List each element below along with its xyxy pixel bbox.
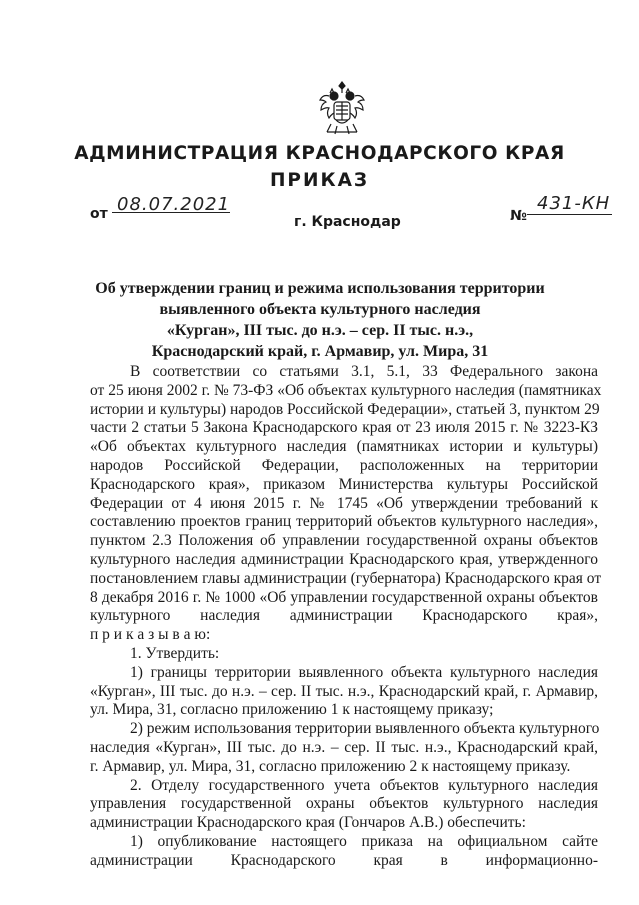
body-line: культурного наследия администрации Краснодарского края»,	[90, 607, 598, 625]
body-line: 2. Отделу государственного учета объектов культурного наследия	[130, 776, 598, 794]
number-underline	[527, 214, 612, 215]
body-line: части 2 статьи 5 Закона Краснодарского края от 23 июля 2015 г. № 3223-КЗ	[90, 419, 598, 437]
body-line: культурного наследия администрации Краснодарского края, утвержденного	[90, 550, 598, 568]
date-label: от	[90, 206, 108, 222]
body-line: 1) опубликование настоящего приказа на официальном сайте	[130, 832, 598, 850]
body-line: наследия «Курган», III тыс. до н.э. – сер. II тыс. н.э., Краснодарский край,	[90, 738, 598, 756]
body-line: В соответствии со статьями 3.1, 5.1, 33 Федерального закона	[130, 363, 598, 380]
city-label: г. Краснодар	[294, 214, 401, 230]
body-line: пунктом 2.3 Положения об управлении государственной охраны объектов	[90, 532, 598, 550]
number-label: №	[510, 208, 527, 224]
body-line: составлению проектов границ территорий объектов культурного наследия»,	[90, 513, 598, 531]
body-line: истории и культуры) народов Российской Федерации», статьей 3, пунктом 29	[90, 400, 600, 418]
body-line: «Курган», III тыс. до н.э. – сер. II тыс. н.э., Краснодарский край, г. Армавир,	[90, 682, 598, 700]
body-line: администрации Краснодарского края в информационно-	[90, 851, 598, 869]
body-line: 8 декабря 2016 г. № 1000 «Об управлении государственной охраны объектов	[90, 588, 598, 606]
body-line: от 25 июня 2002 г. № 73-ФЗ «Об объектах культурного наследия (памятниках	[90, 381, 602, 399]
body-line: управления государственной охраны объектов культурного наследия	[90, 795, 598, 813]
document-body	[90, 363, 602, 871]
body-line: народов Российской Федерации, расположенных на территории	[90, 456, 598, 474]
body-line: «Об объектах культурного наследия (памятниках истории и культуры)	[90, 438, 598, 456]
coat-of-arms-icon	[317, 78, 367, 138]
body-line: 1) границы территории выявленного объекта культурного наследия	[130, 663, 598, 681]
title-line: выявленного объекта культурного наследия	[159, 301, 481, 318]
body-line: п р и к а з ы в а ю:	[90, 626, 211, 644]
body-line: г. Армавир, ул. Мира, 31, согласно приложению 2 к настоящему приказу.	[90, 757, 571, 775]
body-line: 2) режим использования территории выявленного объекта культурного	[130, 720, 600, 738]
number-value: 431-КН	[537, 193, 611, 214]
title-line: Краснодарский край, г. Армавир, ул. Мира, 31	[151, 343, 489, 360]
document-title	[60, 278, 580, 362]
body-line: 1. Утвердить:	[130, 644, 220, 662]
document-type: ПРИКАЗ	[269, 170, 370, 191]
title-line: Об утверждении границ и режима использования территории	[95, 280, 545, 297]
body-line: постановлением главы администрации (губернатора) Краснодарского края от	[90, 569, 602, 587]
agency-name: АДМИНИСТРАЦИЯ КРАСНОДАРСКОГО КРАЯ	[74, 143, 565, 164]
date-value: 08.07.2021	[117, 194, 231, 215]
date-underline	[112, 212, 230, 213]
body-line: Федерации от 4 июня 2015 г. № 1745 «Об утверждении требований к	[90, 494, 598, 512]
body-line: администрации Краснодарского края (Гончаров А.В.) обеспечить:	[90, 814, 526, 832]
body-line: ул. Мира, 31, согласно приложению 1 к настоящему приказу;	[90, 701, 494, 719]
body-line: Краснодарского края», приказом Министерства культуры Российской	[90, 475, 598, 493]
title-line: «Курган», III тыс. до н.э. – сер. II тыс. н.э.,	[166, 322, 474, 339]
